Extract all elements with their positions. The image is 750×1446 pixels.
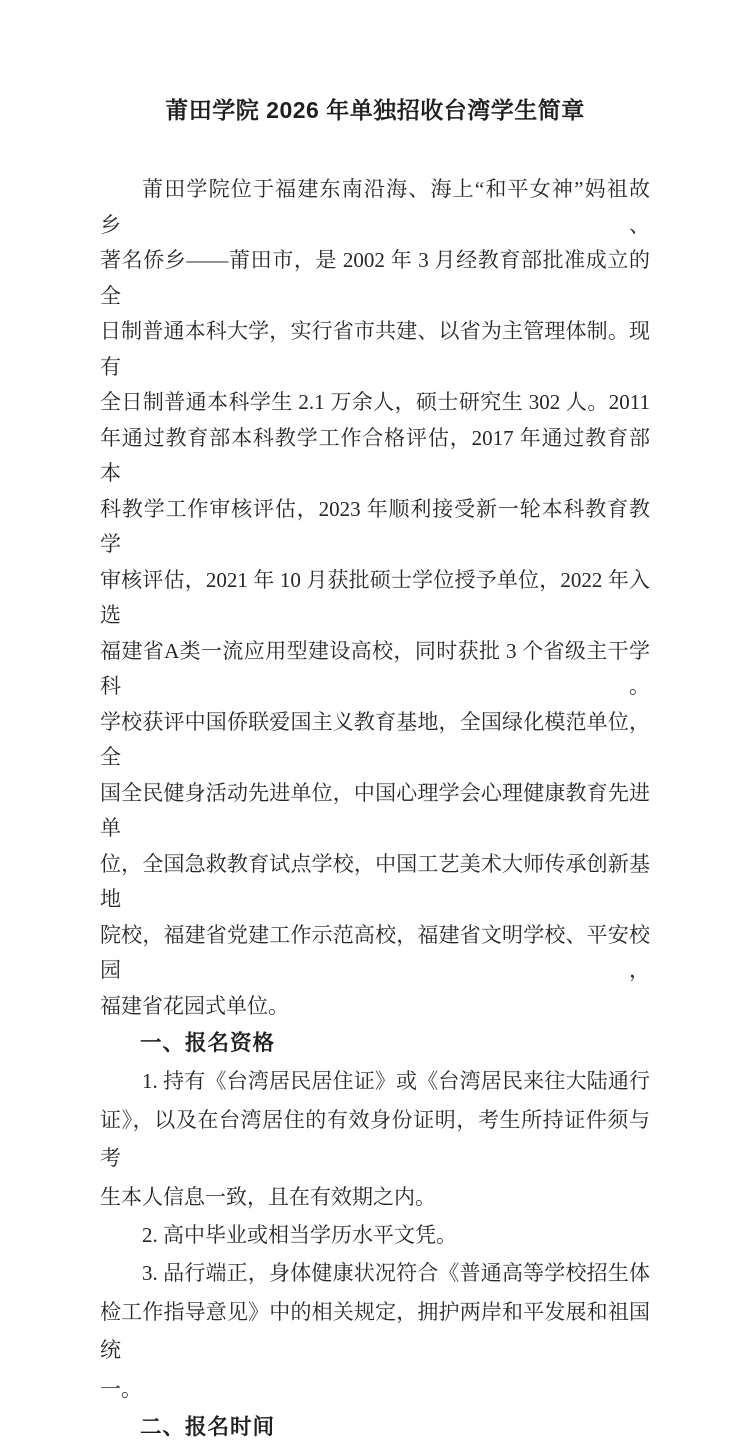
text-line: 日制普通本科大学，实行省市共建、以省为主管理体制。现有 xyxy=(100,319,650,379)
document-title: 莆田学院 2026 年单独招收台湾学生简章 xyxy=(165,97,585,123)
text-line: 国全民健身活动先进单位，中国心理学会心理健康教育先进单 xyxy=(100,780,650,840)
eligibility-item-3 xyxy=(100,1254,650,1408)
text-line: 生本人信息一致，且在有效期之内。 xyxy=(100,1184,436,1209)
text-line: 福建省A类一流应用型建设高校，同时获批 3 个省级主干学科。 xyxy=(100,638,650,698)
section-heading-registration-eligibility: 一、报名资格 xyxy=(140,1031,276,1055)
text-line: 全日制普通本科学生 2.1 万余人，硕士研究生 302 人。2011 xyxy=(100,390,650,414)
text-line: 2. 高中毕业或相当学历水平文凭。 xyxy=(142,1223,457,1248)
text-line: 莆田学院位于福建东南沿海、海上“和平女神”妈祖故乡、 xyxy=(100,177,650,237)
text-line: 证》，以及在台湾居住的有效身份证明，考生所持证件须与考 xyxy=(100,1107,650,1171)
eligibility-item-2 xyxy=(100,1216,650,1254)
text-line: 1. 持有《台湾居民居住证》或《台湾居民来往大陆通行 xyxy=(142,1069,650,1094)
eligibility-item-1 xyxy=(100,1062,650,1216)
text-line: 福建省花园式单位。 xyxy=(100,993,289,1018)
text-line: 审核评估，2021 年 10 月获批硕士学位授予单位，2022 年入选 xyxy=(100,567,650,627)
text-line: 科教学工作审核评估，2023 年顺利接受新一轮本科教育教学 xyxy=(100,496,650,556)
text-line: 位，全国急救教育试点学校，中国工艺美术大师传承创新基地 xyxy=(100,851,650,911)
text-line: 学校获评中国侨联爱国主义教育基地，全国绿化模范单位，全 xyxy=(100,709,650,769)
intro-paragraph xyxy=(100,172,650,1024)
text-line: 年通过教育部本科教学工作合格评估，2017 年通过教育部本 xyxy=(100,425,650,485)
text-line: 一。 xyxy=(100,1376,142,1401)
text-line: 3. 品行端正，身体健康状况符合《普通高等学校招生体 xyxy=(142,1261,650,1286)
document-body xyxy=(100,172,650,1446)
text-line: 著名侨乡——莆田市，是 2002 年 3 月经教育部批准成立的全 xyxy=(100,248,650,308)
section-heading-registration-time: 二、报名时间 xyxy=(140,1415,276,1440)
text-line: 检工作指导意见》中的相关规定，拥护两岸和平发展和祖国统 xyxy=(100,1299,650,1363)
text-line: 院校，福建省党建工作示范高校，福建省文明学校、平安校园， xyxy=(100,922,650,982)
